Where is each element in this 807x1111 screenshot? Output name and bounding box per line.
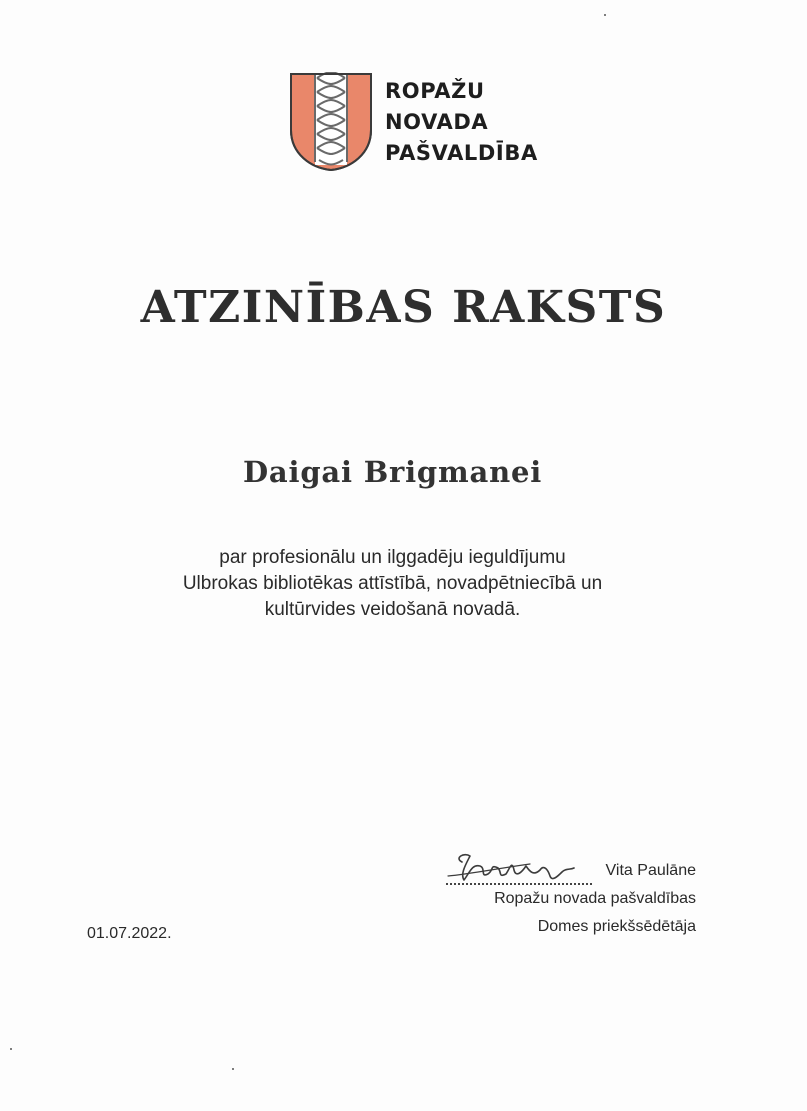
- reason-line-2: Ulbrokas bibliotēkas attīstībā, novadpētniecībā un: [182, 573, 603, 594]
- signature-dotted-line: [446, 883, 592, 885]
- braid-coat-of-arms-icon: [289, 72, 373, 172]
- reason-line-3: kultūrvides veidošanā novadā.: [264, 599, 521, 620]
- organization-name: [385, 76, 538, 169]
- signer-title-line-1: Ropažu novada pašvaldības: [494, 890, 696, 907]
- signer-title-line-2: Domes priekšsēdētāja: [537, 918, 696, 935]
- org-name-line-3: PAŠVALDĪBA: [385, 141, 538, 165]
- municipality-logo: [289, 72, 569, 177]
- scan-speck: [232, 1068, 234, 1070]
- signature-block: [440, 846, 700, 946]
- scan-speck: [604, 14, 606, 16]
- reason-line-1: par profesionālu un ilggadēju ieguldījumu: [219, 547, 566, 568]
- document-title: ATZINĪBAS RAKSTS: [140, 282, 667, 333]
- scan-speck: [10, 1048, 12, 1050]
- award-reason: [0, 545, 785, 623]
- handwritten-signature: [440, 846, 590, 892]
- org-name-line-1: ROPAŽU: [385, 79, 485, 103]
- signer-name: Vita Paulāne: [605, 862, 696, 879]
- recipient-name: Daigai Brigmanei: [242, 455, 543, 489]
- issue-date: 01.07.2022.: [87, 925, 172, 942]
- org-name-line-2: NOVADA: [385, 110, 489, 134]
